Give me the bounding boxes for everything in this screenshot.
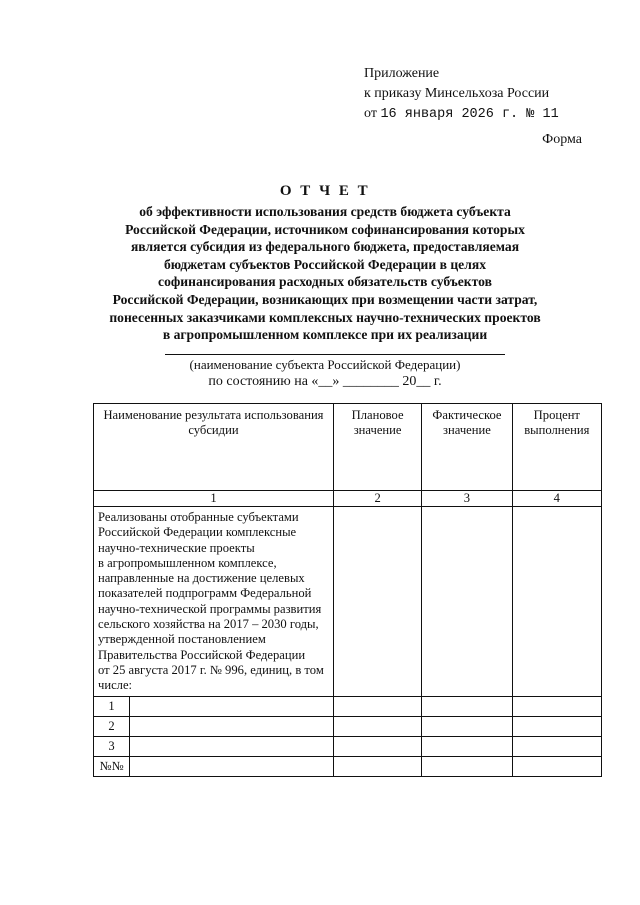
header-planned-value: Плановое значение [333, 404, 421, 491]
description-line: направленные на достижение целевых [98, 571, 305, 586]
result-name-cell [130, 716, 334, 736]
planned-value-cell [333, 716, 421, 736]
row-number: №№ [94, 756, 130, 776]
table-row [94, 696, 602, 716]
row-number: 2 [94, 716, 130, 736]
planned-value-cell [333, 756, 421, 776]
subtitle-line: в агропромышленном комплексе при их реализации [162, 327, 488, 343]
actual-value-cell [422, 756, 512, 776]
report-subtitle [80, 203, 570, 344]
completion-percent-cell [512, 736, 601, 756]
result-description [94, 507, 334, 697]
actual-value-cell [422, 507, 512, 697]
subtitle-line: бюджетам субъектов Российской Федерации в целях [164, 256, 486, 272]
appendix-title: Приложение [364, 66, 440, 81]
appendix-order-ref: к приказу Минсельхоза России [364, 86, 550, 101]
completion-percent-cell [512, 716, 601, 736]
subject-caption: (наименование субъекта Российской Федерации) [189, 357, 461, 372]
column-number: 1 [94, 491, 334, 507]
column-number-row [94, 491, 602, 507]
subtitle-line: софинансирования расходных обязательств субъектов [158, 274, 492, 290]
subtitle-line: понесенных заказчиками комплексных научно-технических проектов [109, 309, 541, 325]
column-number: 2 [333, 491, 421, 507]
report-title: О Т Ч Е Т [279, 183, 371, 199]
appendix-date: 16 января 2026 г. № 11 [380, 107, 559, 122]
completion-percent-cell [512, 507, 601, 697]
form-label: Форма [542, 132, 582, 147]
actual-value-cell [422, 716, 512, 736]
table-header-row [94, 404, 602, 491]
description-line: показателей подпрограмм Федеральной [98, 586, 312, 601]
description-line: от 25 августа 2017 г. № 996, единиц, в том [98, 662, 324, 677]
result-name-cell [130, 696, 334, 716]
completion-percent-cell [512, 756, 601, 776]
planned-value-cell [333, 696, 421, 716]
description-line: утвержденной постановлением [98, 632, 266, 647]
description-line: сельского хозяйства на 2017 – 2030 годы, [98, 617, 319, 632]
header-result-name: Наименование результата использования субсидии [94, 404, 334, 491]
description-line: Российской Федерации комплексные [98, 525, 297, 540]
description-line: в агропромышленном комплексе, [98, 555, 277, 570]
report-table [93, 403, 602, 777]
header-completion-percent: Процент выполнения [512, 404, 601, 491]
subtitle-line: является субсидия из федерального бюджета, предоставляемая [130, 239, 520, 255]
table-row [94, 756, 602, 776]
column-number: 4 [512, 491, 601, 507]
completion-percent-cell [512, 696, 601, 716]
table-row [94, 736, 602, 756]
description-line: числе: [98, 678, 133, 693]
planned-value-cell [333, 507, 421, 697]
actual-value-cell [422, 696, 512, 716]
subtitle-line: Российской Федерации, возникающих при возмещении части затрат, [112, 291, 538, 307]
report-date-line: по состоянию на «__» ________ 20__ г. [208, 374, 442, 389]
description-row [94, 507, 602, 697]
description-line: Реализованы отобранные субъектами [98, 510, 299, 524]
appendix-block [364, 64, 559, 125]
appendix-date-prefix: от [364, 106, 377, 121]
result-name-cell [130, 736, 334, 756]
result-name-cell [130, 756, 334, 776]
row-number: 1 [94, 696, 130, 716]
subtitle-line: Российской Федерации, источником софинансирования которых [125, 221, 525, 237]
actual-value-cell [422, 736, 512, 756]
subtitle-line: об эффективности использования средств бюджета субъекта [139, 204, 511, 219]
description-line: научно-технические проекты [98, 540, 255, 555]
row-number: 3 [94, 736, 130, 756]
header-actual-value: Фактическое значение [422, 404, 512, 491]
subject-name-line [165, 354, 505, 355]
planned-value-cell [333, 736, 421, 756]
column-number: 3 [422, 491, 512, 507]
description-line: научно-технической программы развития [98, 601, 322, 616]
table-row [94, 716, 602, 736]
appendix-date-line [364, 104, 559, 125]
description-line: Правительства Российской Федерации [98, 647, 306, 662]
